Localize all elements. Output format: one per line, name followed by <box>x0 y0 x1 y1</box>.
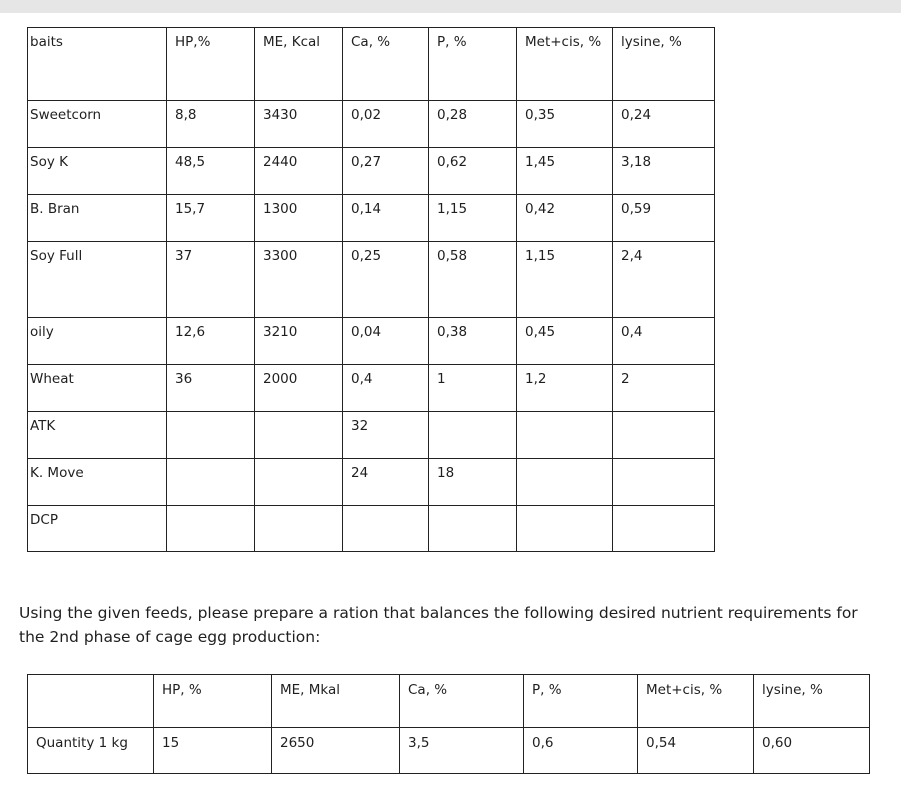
feeds-row <box>28 365 715 412</box>
feeds-cell: 0,25 <box>343 242 429 318</box>
requirements-header-cell: Met+cis, % <box>638 675 754 728</box>
requirements-header-cell: lysine, % <box>754 675 870 728</box>
feeds-cell: 32 <box>343 412 429 459</box>
feeds-cell: 3300 <box>255 242 343 318</box>
feeds-header-cell: Met+cis, % <box>517 28 613 101</box>
feeds-cell: 3430 <box>255 101 343 148</box>
feeds-cell: 1 <box>429 365 517 412</box>
requirements-header-cell: ME, Mkal <box>272 675 400 728</box>
feeds-cell: 0,04 <box>343 318 429 365</box>
requirements-cell: 0,6 <box>524 728 638 774</box>
feeds-cell <box>167 459 255 506</box>
feeds-cell <box>517 459 613 506</box>
feeds-cell <box>255 459 343 506</box>
feeds-header-cell: ME, Kcal <box>255 28 343 101</box>
instruction-text: Using the given feeds, please prepare a ration that balances the following desired nutrient requirements for the 2nd phase of cage egg production: <box>19 604 858 646</box>
feeds-cell: 3210 <box>255 318 343 365</box>
feeds-cell: Soy K <box>28 148 167 195</box>
feeds-table <box>27 27 715 552</box>
requirements-cell: 0,60 <box>754 728 870 774</box>
top-bar <box>0 0 901 13</box>
feeds-cell: 2000 <box>255 365 343 412</box>
requirements-row <box>28 728 870 774</box>
feeds-cell: 2 <box>613 365 715 412</box>
feeds-cell: B. Bran <box>28 195 167 242</box>
feeds-cell <box>429 412 517 459</box>
feeds-row <box>28 459 715 506</box>
feeds-cell <box>517 506 613 552</box>
feeds-cell: 48,5 <box>167 148 255 195</box>
feeds-cell: 0,45 <box>517 318 613 365</box>
feeds-cell: 8,8 <box>167 101 255 148</box>
feeds-cell: Wheat <box>28 365 167 412</box>
feeds-cell: 0,58 <box>429 242 517 318</box>
feeds-cell: 0,35 <box>517 101 613 148</box>
feeds-row <box>28 148 715 195</box>
requirements-header-cell: P, % <box>524 675 638 728</box>
feeds-cell: 0,24 <box>613 101 715 148</box>
feeds-cell: 1,45 <box>517 148 613 195</box>
requirements-cell: 3,5 <box>400 728 524 774</box>
requirements-header-row <box>28 675 870 728</box>
feeds-cell: ATK <box>28 412 167 459</box>
feeds-row <box>28 101 715 148</box>
feeds-cell: 15,7 <box>167 195 255 242</box>
feeds-cell: 1300 <box>255 195 343 242</box>
feeds-cell <box>343 506 429 552</box>
feeds-cell: 0,4 <box>613 318 715 365</box>
feeds-cell: 2440 <box>255 148 343 195</box>
feeds-header-cell: P, % <box>429 28 517 101</box>
feeds-cell <box>613 459 715 506</box>
feeds-cell: 24 <box>343 459 429 506</box>
feeds-cell: 1,15 <box>517 242 613 318</box>
feeds-cell: 0,42 <box>517 195 613 242</box>
feeds-cell <box>255 412 343 459</box>
requirements-table <box>27 674 870 774</box>
requirements-header-cell: Ca, % <box>400 675 524 728</box>
feeds-cell: Sweetcorn <box>28 101 167 148</box>
feeds-cell: 0,38 <box>429 318 517 365</box>
feeds-cell: 0,4 <box>343 365 429 412</box>
feeds-cell: 0,14 <box>343 195 429 242</box>
feeds-header-cell: baits <box>28 28 167 101</box>
requirements-cell: 15 <box>154 728 272 774</box>
requirements-cell: 0,54 <box>638 728 754 774</box>
feeds-cell: 37 <box>167 242 255 318</box>
feeds-cell: 0,59 <box>613 195 715 242</box>
feeds-row <box>28 506 715 552</box>
feeds-row <box>28 242 715 318</box>
feeds-cell: 36 <box>167 365 255 412</box>
feeds-cell: 0,62 <box>429 148 517 195</box>
feeds-cell: 12,6 <box>167 318 255 365</box>
feeds-row <box>28 318 715 365</box>
feeds-cell: DCP <box>28 506 167 552</box>
feeds-cell: 0,02 <box>343 101 429 148</box>
feeds-header-cell: Ca, % <box>343 28 429 101</box>
feeds-header-row <box>28 28 715 101</box>
requirements-cell: 2650 <box>272 728 400 774</box>
feeds-cell: K. Move <box>28 459 167 506</box>
feeds-header-cell: lysine, % <box>613 28 715 101</box>
feeds-cell <box>429 506 517 552</box>
requirements-header-cell <box>28 675 154 728</box>
feeds-cell: 2,4 <box>613 242 715 318</box>
feeds-cell <box>517 412 613 459</box>
feeds-cell: oily <box>28 318 167 365</box>
feeds-cell <box>167 506 255 552</box>
feeds-cell: 1,15 <box>429 195 517 242</box>
feeds-row <box>28 412 715 459</box>
feeds-cell: 0,27 <box>343 148 429 195</box>
feeds-row <box>28 195 715 242</box>
feeds-cell <box>167 412 255 459</box>
feeds-cell: 1,2 <box>517 365 613 412</box>
feeds-cell: 0,28 <box>429 101 517 148</box>
feeds-cell <box>255 506 343 552</box>
feeds-cell: 18 <box>429 459 517 506</box>
requirements-cell: Quantity 1 kg <box>28 728 154 774</box>
feeds-cell <box>613 412 715 459</box>
requirements-header-cell: HP, % <box>154 675 272 728</box>
feeds-cell <box>613 506 715 552</box>
feeds-header-cell: HP,% <box>167 28 255 101</box>
feeds-cell: 3,18 <box>613 148 715 195</box>
feeds-cell: Soy Full <box>28 242 167 318</box>
